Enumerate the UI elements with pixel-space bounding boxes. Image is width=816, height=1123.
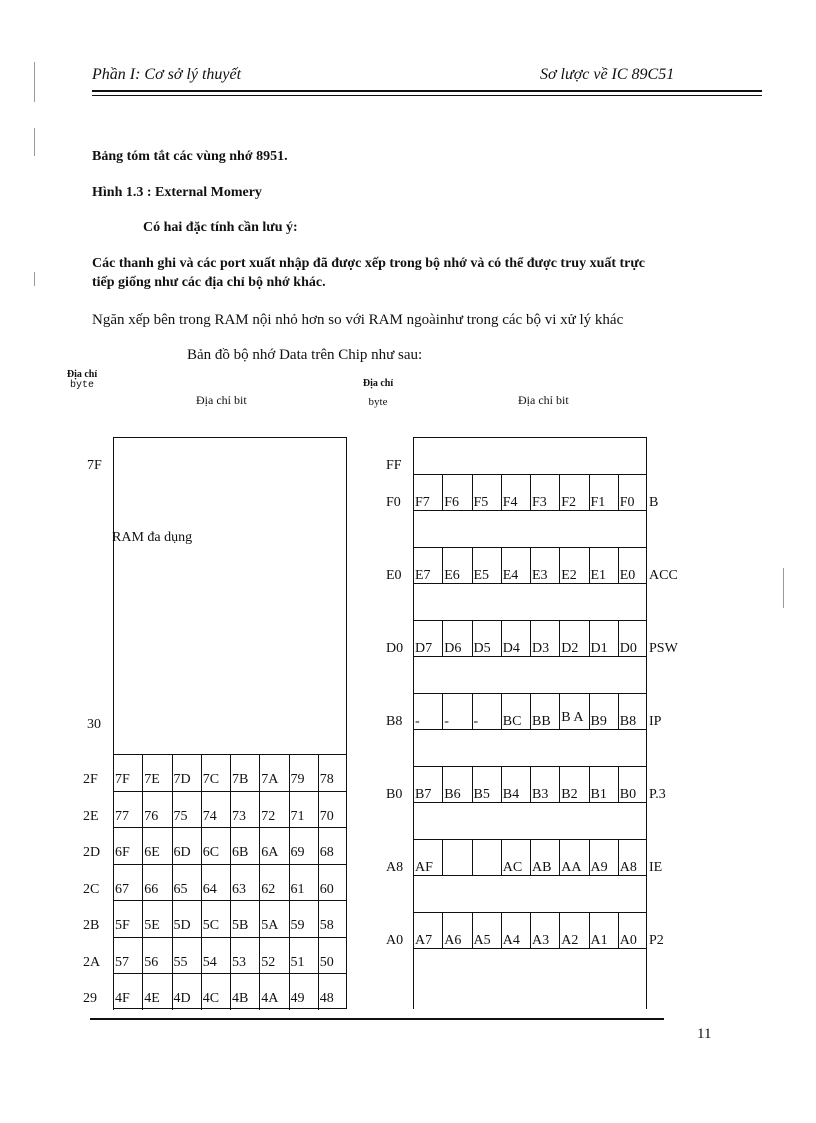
sfr-bit-cell: - — [472, 693, 501, 730]
bit-cell: 73 — [230, 791, 259, 828]
sfr-bit-cell: F5 — [472, 474, 501, 511]
bit-cell: 48 — [318, 973, 347, 1010]
right-bit-label: Địa chỉ bit — [518, 393, 569, 407]
left-byte-label-1: Địa chỉ — [66, 369, 98, 380]
right-row-divider — [413, 948, 647, 949]
sfr-register-name: PSW — [649, 640, 678, 656]
margin-mark — [783, 568, 784, 608]
sfr-bit-cell: - — [442, 693, 471, 730]
bit-cell: 56 — [142, 937, 171, 974]
sfr-bit-cell: D6 — [442, 620, 471, 657]
right-byte-addr: A8 — [386, 859, 404, 875]
sfr-bit-cell: - — [413, 693, 442, 730]
left-byte-addr: 2B — [83, 918, 100, 933]
sfr-bit-cell: B9 — [589, 693, 618, 730]
bit-cell: 64 — [201, 864, 230, 901]
left-byte-addr: 2D — [83, 845, 101, 860]
margin-mark — [34, 62, 35, 102]
sfr-bit-cell: A5 — [472, 912, 501, 949]
sfr-bit-cell: B3 — [530, 766, 559, 803]
bit-cell: 54 — [201, 937, 230, 974]
left-byte-addr: 2A — [83, 954, 101, 970]
bit-cell: 72 — [259, 791, 288, 828]
sfr-bit-cell: BC — [501, 693, 530, 730]
header-topic: Sơ lược về IC 89C51 — [540, 66, 675, 83]
sfr-bit-cell: D2 — [559, 620, 588, 657]
sfr-register-name: ACC — [649, 567, 678, 583]
right-row-divider — [413, 437, 647, 438]
addr-7F: 7F — [87, 458, 102, 473]
sfr-bit-cell: A0 — [618, 912, 647, 949]
sfr-bit-cell: B8 — [618, 693, 647, 730]
right-byte-addr: FF — [386, 458, 402, 473]
bit-cell: 58 — [318, 900, 347, 937]
bit-cell: 67 — [113, 864, 142, 901]
sfr-bit-cell: F4 — [501, 474, 530, 511]
sfr-bit-cell: B5 — [472, 766, 501, 803]
note-intro: Có hai đặc tính cần lưu ý: — [143, 220, 298, 235]
sfr-bit-cell: F1 — [589, 474, 618, 511]
page-number: 11 — [697, 1026, 712, 1042]
note-1a: Các thanh ghi và các port xuất nhập đã được xếp trong bộ nhớ và có thể được truy xuất trực — [92, 256, 646, 271]
bit-cell: 7C — [201, 754, 230, 791]
bit-cell: 66 — [142, 864, 171, 901]
bit-cell: 5A — [259, 900, 288, 937]
header-rule-thin — [92, 95, 762, 96]
sfr-bit-cell: E3 — [530, 547, 559, 584]
bit-cell: 5D — [172, 900, 201, 937]
bit-cell: 7E — [142, 754, 171, 791]
header-chapter: Phần I: Cơ sở lý thuyết — [92, 66, 242, 83]
right-byte-label-1: Địa chỉ — [362, 378, 394, 389]
sfr-bit-cell: BB — [530, 693, 559, 730]
sfr-bit-cell: B2 — [559, 766, 588, 803]
right-byte-addr: F0 — [386, 494, 401, 510]
sfr-bit-cell: D1 — [589, 620, 618, 657]
sfr-bit-cell: AA — [559, 839, 588, 876]
sfr-bit-cell: E6 — [442, 547, 471, 584]
bit-cell: 59 — [289, 900, 318, 937]
sfr-bit-cell: A8 — [618, 839, 647, 876]
sfr-bit-cell: B4 — [501, 766, 530, 803]
right-byte-addr: E0 — [386, 567, 402, 583]
bit-cell: 68 — [318, 827, 347, 864]
left-byte-addr: 29 — [83, 991, 97, 1006]
sfr-bit-cell: F2 — [559, 474, 588, 511]
bit-cell: 76 — [142, 791, 171, 828]
bit-cell: 78 — [318, 754, 347, 791]
bit-cell: 51 — [289, 937, 318, 974]
bit-cell: 4E — [142, 973, 171, 1010]
addr-30: 30 — [87, 717, 101, 732]
sfr-register-name: P.3 — [649, 786, 666, 802]
right-byte-label-2: byte — [368, 396, 388, 408]
header-rule — [92, 90, 762, 92]
sfr-bit-cell: A3 — [530, 912, 559, 949]
bit-cell: 7A — [259, 754, 288, 791]
sfr-bit-cell: D3 — [530, 620, 559, 657]
right-row-divider — [413, 510, 647, 511]
sfr-bit-cell: E1 — [589, 547, 618, 584]
sfr-bit-cell: E2 — [559, 547, 588, 584]
figure-caption: Hình 1.3 : External Momery — [92, 185, 262, 200]
right-row-divider — [413, 802, 647, 803]
bit-cell: 60 — [318, 864, 347, 901]
bit-cell: 7B — [230, 754, 259, 791]
left-byte-addr: 2C — [83, 881, 100, 897]
diagram-title: Bản đồ bộ nhớ Data trên Chip như sau: — [187, 347, 423, 363]
bit-cell: 4C — [201, 973, 230, 1010]
note-1b: tiếp giống như các địa chỉ bộ nhớ khác. — [92, 275, 326, 290]
right-byte-addr: A0 — [386, 932, 404, 948]
right-row-divider — [413, 656, 647, 657]
sfr-bit-cell: A2 — [559, 912, 588, 949]
bit-cell: 5F — [113, 900, 142, 937]
bit-cell: 6C — [201, 827, 230, 864]
bit-cell: 77 — [113, 791, 142, 828]
bit-cell: 75 — [172, 791, 201, 828]
bit-cell: 65 — [172, 864, 201, 901]
sfr-bit-cell: B0 — [618, 766, 647, 803]
sfr-register-name: P2 — [649, 932, 664, 948]
sfr-register-name: B — [649, 494, 659, 510]
sfr-bit-cell: F3 — [530, 474, 559, 511]
sfr-bit-cell: B1 — [589, 766, 618, 803]
sfr-bit-cell — [442, 839, 471, 876]
bit-cell: 5E — [142, 900, 171, 937]
bit-cell: 63 — [230, 864, 259, 901]
right-byte-addr: B0 — [386, 786, 403, 802]
bit-cell: 71 — [289, 791, 318, 828]
bit-cell: 7D — [172, 754, 201, 791]
bit-cell: 69 — [289, 827, 318, 864]
margin-mark — [34, 128, 35, 156]
right-row-divider — [413, 729, 647, 730]
sfr-bit-cell: A9 — [589, 839, 618, 876]
right-row-divider — [413, 583, 647, 584]
bit-cell: 70 — [318, 791, 347, 828]
sfr-bit-cell: AF — [413, 839, 442, 876]
bit-cell: 53 — [230, 937, 259, 974]
bit-cell: 50 — [318, 937, 347, 974]
bit-cell: 4A — [259, 973, 288, 1010]
sfr-bit-cell: E7 — [413, 547, 442, 584]
bit-cell: 49 — [289, 973, 318, 1010]
sfr-bit-cell: B6 — [442, 766, 471, 803]
left-bit-label: Địa chỉ bit — [196, 393, 247, 407]
bit-cell: 4B — [230, 973, 259, 1010]
summary-line: Bảng tóm tắt các vùng nhớ 8951. — [92, 149, 288, 164]
ram-label: RAM đa dụng — [112, 530, 193, 545]
bit-cell: 74 — [201, 791, 230, 828]
sfr-bit-cell: D0 — [618, 620, 647, 657]
sfr-bit-cell: F7 — [413, 474, 442, 511]
bit-cell: 57 — [113, 937, 142, 974]
left-byte-addr: 2E — [83, 808, 99, 824]
note-2: Ngăn xếp bên trong RAM nội nhỏ hơn so với RAM ngoàinhư trong các bộ vi xử lý khác — [92, 312, 624, 328]
bit-cell: 62 — [259, 864, 288, 901]
sfr-bit-cell: AC — [501, 839, 530, 876]
bit-cell: 6E — [142, 827, 171, 864]
sfr-bit-cell: F6 — [442, 474, 471, 511]
sfr-register-name: IE — [649, 859, 663, 875]
sfr-bit-cell: D4 — [501, 620, 530, 657]
bit-cell: 79 — [289, 754, 318, 791]
sfr-bit-cell: E0 — [618, 547, 647, 584]
footer-rule — [90, 1018, 664, 1020]
sfr-bit-cell: AB — [530, 839, 559, 876]
bit-cell: 5C — [201, 900, 230, 937]
bit-cell: 4D — [172, 973, 201, 1010]
bit-cell: 6A — [259, 827, 288, 864]
sfr-bit-cell: B A — [559, 693, 588, 730]
sfr-bit-cell: F0 — [618, 474, 647, 511]
left-byte-label-2: byte — [69, 380, 94, 391]
bit-cell: 55 — [172, 937, 201, 974]
sfr-bit-cell: B7 — [413, 766, 442, 803]
right-byte-addr: B8 — [386, 713, 403, 729]
sfr-bit-cell: E4 — [501, 547, 530, 584]
bit-cell: 4F — [113, 973, 142, 1010]
sfr-bit-cell: A7 — [413, 912, 442, 949]
sfr-bit-cell: D7 — [413, 620, 442, 657]
sfr-bit-cell — [472, 839, 501, 876]
sfr-bit-cell: A4 — [501, 912, 530, 949]
sfr-bit-cell: A1 — [589, 912, 618, 949]
bit-cell: 52 — [259, 937, 288, 974]
right-row-divider — [413, 875, 647, 876]
bit-cell: 7F — [113, 754, 142, 791]
margin-mark — [34, 272, 35, 286]
bit-cell: 61 — [289, 864, 318, 901]
sfr-register-name: IP — [649, 713, 662, 729]
bit-cell: 6D — [172, 827, 201, 864]
bit-cell: 5B — [230, 900, 259, 937]
sfr-bit-cell: D5 — [472, 620, 501, 657]
right-byte-addr: D0 — [386, 640, 404, 656]
bit-cell: 6B — [230, 827, 259, 864]
sfr-bit-cell: A6 — [442, 912, 471, 949]
bit-cell: 6F — [113, 827, 142, 864]
left-byte-addr: 2F — [83, 772, 98, 787]
sfr-bit-cell: E5 — [472, 547, 501, 584]
